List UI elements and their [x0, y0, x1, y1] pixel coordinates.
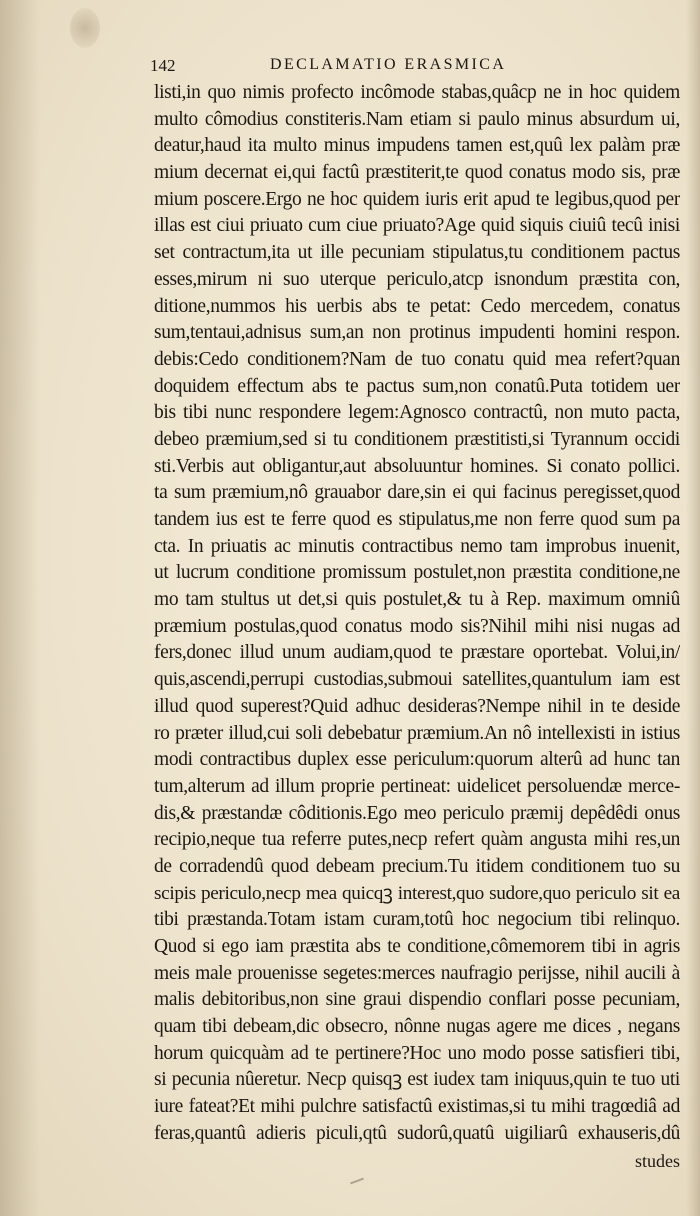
text-line: debeo præmium,sed si tu conditionem præstitisti,si Tyrannum occidi	[154, 428, 680, 450]
text-line: tandem ius est te ferre quod es stipulatus,me non ferre quod sum pa	[154, 509, 680, 530]
page-header	[150, 56, 650, 80]
catchword: studes	[635, 1150, 680, 1171]
text-line: ditione,nummos his uerbis abs te petat: Cedo mercedem, conatus	[154, 295, 680, 317]
text-line: listi,in quo nimis profecto incômode stabas,quâcp ne in hoc quidem	[154, 82, 680, 103]
text-line: mo tam stultus ut det,si quis postulet,& tu à Rep. maximum omniû	[154, 589, 680, 611]
page-number: 142	[150, 56, 176, 75]
text-line: ta sum præmium,nô grauabor dare,sin ei qui facinus peregisset,quod	[154, 482, 680, 504]
text-line: tum,alterum ad illum proprie pertineat: uidelicet persoluendæ merce-	[154, 775, 680, 797]
text-line: modi contractibus duplex esse periculum:quorum alterû ad hunc tan	[154, 749, 680, 771]
text-line: bis tibi nunc respondere legem:Agnosco contractû, non muto pacta,	[154, 402, 680, 424]
page-edge-shadow	[686, 0, 700, 1216]
text-line: de corradendû quod debeam precium.Tu itidem conditionem tuo su	[154, 855, 680, 877]
text-line: doquidem effectum abs te pactus sum,non conatû.Puta totidem uer	[154, 375, 680, 397]
text-line: multo cômodius constiteris.Nam etiam si paulo minus absurdum ui,	[154, 108, 680, 130]
text-line: cta. In priuatis ac minutis contractibus nemo tam improbus inuenit,	[154, 535, 680, 557]
text-line: mium decernat ei,qui factû præstiterit,te quod conatus modo sis, præ	[154, 162, 680, 184]
text-line: tibi præstanda.Totam istam curam,totû hoc negocium tibi relinquo.	[154, 909, 680, 931]
text-line: illas est ciui priuato cum ciue priuato?Age quid siquis ciuiû tecû inisi	[154, 215, 680, 237]
text-line: dis,& præstandæ côditionis.Ego meo periculo præmij depêdêdi onus	[154, 802, 680, 824]
text-line: deatur,haud ita multo minus impudens tamen est,quû lex palàm præ	[154, 135, 680, 157]
text-line: malis debitoribus,non sine graui dispendio conflari posse pecuniam,	[154, 989, 680, 1011]
text-line: meis male prouenisse segetes:merces naufragio perijsse, nihil aucili à	[154, 962, 680, 984]
text-line: scipis periculo,necp mea quicqꝫ interest,quo sudore,quo periculo sit ea	[154, 882, 680, 904]
text-line: ro præter illud,cui soli debebatur præmium.An nô intellexisti in istius	[154, 722, 680, 744]
text-line: illud quod superest?Quid adhuc desideras?Nempe nihil in te deside	[154, 695, 680, 717]
text-line: quam tibi debeam,dic obsecro, nônne nugas agere me dices , negans	[154, 1016, 680, 1038]
text-line: si pecunia nûeretur. Necp quisqꝫ est iudex tam iniquus,quin te tuo uti	[154, 1069, 680, 1091]
paper-mark	[350, 1178, 364, 1185]
body-text	[154, 80, 680, 1174]
text-line: feras,quantû adieris piculi,qtû sudorû,quatû uigiliarû exhauseris,dû	[154, 1122, 680, 1144]
text-line: debis:Cedo conditionem?Nam de tuo conatu quid mea refert?quan	[154, 348, 680, 370]
text-line: fers,donec illud unum audiam,quod te præstare oportebat. Volui,in/	[154, 642, 680, 664]
text-line: esses,mirum ni suo uterque periculo,atcp isnondum præstita con,	[154, 268, 680, 290]
text-line: sum,tentaui,adnisus sum,an non protinus impudenti homini respon.	[154, 322, 680, 344]
text-line: quis,ascendi,perrupi custodias,submoui satellites,quantulum iam est	[154, 669, 680, 691]
gutter-shadow	[0, 0, 40, 1216]
text-line: sti.Verbis aut obligantur,aut absoluuntur homines. Si conato pollici.	[154, 455, 680, 477]
running-title: DECLAMATIO ERASMICA	[270, 56, 507, 73]
text-line: horum quicquàm ad te pertinere?Hoc uno modo posse satisfieri tibi,	[154, 1042, 680, 1064]
text-line: mium poscere.Ergo ne hoc quidem iuris erit apud te legibus,quod per	[154, 188, 680, 210]
text-line: præmium postulas,quod conatus modo sis?Nihil mihi nisi nugas ad	[154, 615, 680, 637]
text-line: iure fateat?Et mihi pulchre satisfactû existimas,si tu mihi tragœdiâ ad	[154, 1096, 680, 1118]
paper-stain	[70, 8, 100, 48]
text-line: Quod si ego iam præstita abs te conditione,cômemorem tibi in agris	[154, 936, 680, 957]
text-line: set contractum,ita ut ille pecuniam stipulatus,tu conditionem pactus	[154, 242, 680, 264]
text-line: ut lucrum conditione promissum postulet,non præstita conditione,ne	[154, 562, 680, 584]
text-line: recipio,neque tua referre putes,necp refert quàm angusta mihi res,un	[154, 829, 680, 851]
